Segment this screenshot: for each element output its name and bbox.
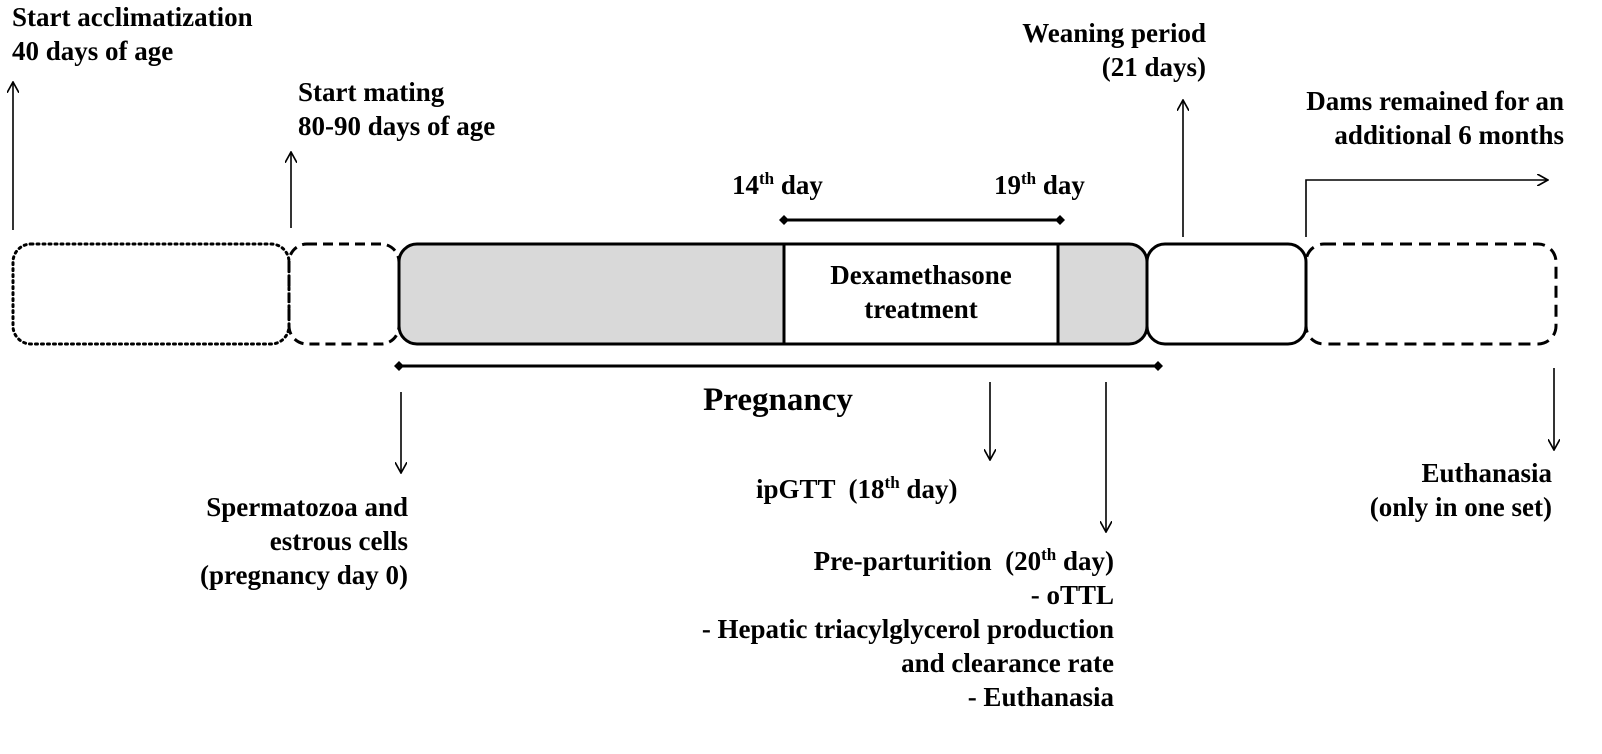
preparturition-item: - Hepatic triacylglycerol production — [701, 614, 1114, 644]
preparturition-item: - oTTL — [1030, 580, 1114, 610]
acclimatization-label: Start acclimatization 40 days of age — [12, 2, 253, 66]
ipgtt-label: ipGTT (18th day) — [756, 473, 958, 504]
pregnancy-label: Pregnancy — [703, 382, 853, 418]
dams-period-box — [1306, 244, 1556, 344]
day19-label: 19th day — [994, 169, 1085, 200]
preparturition-label: Pre-parturition (20th day) - oTTL - Hepatic triacylglycerol production and clearance rate - Euthanasia — [701, 545, 1114, 712]
mating-label: Start mating 80-90 days of age — [298, 77, 496, 141]
preparturition-item: and clearance rate — [901, 648, 1114, 678]
dexamethasone-label: Dexamethasone treatment — [830, 260, 1012, 324]
dams-label: Dams remained for an additional 6 months — [1306, 86, 1564, 150]
spermatozoa-label: Spermatozoa and estrous cells (pregnancy day 0) — [199, 492, 408, 590]
dams-arrow — [1306, 180, 1548, 237]
euthanasia-label: Euthanasia (only in one set) — [1369, 458, 1552, 522]
weaning-period-box — [1147, 244, 1306, 344]
preparturition-item: - Euthanasia — [967, 682, 1114, 712]
weaning-label: Weaning period (21 days) — [1022, 18, 1206, 82]
acclimatization-period-box — [13, 244, 289, 344]
day14-label: 14th day — [732, 169, 823, 200]
mating-period-box — [289, 244, 399, 344]
